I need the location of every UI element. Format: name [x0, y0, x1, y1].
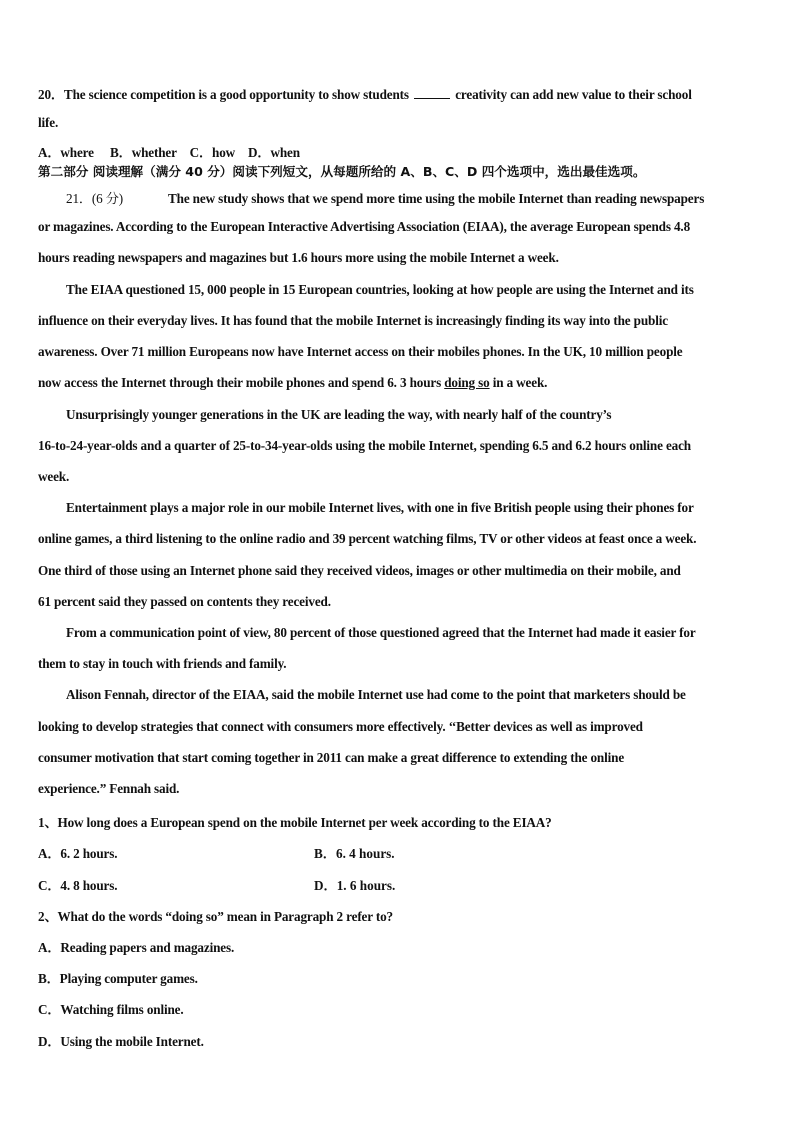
- question-2-stem: 2、What do the words “doing so” mean in Paragraph 2 refer to?: [38, 909, 394, 924]
- question-1-stem: 1、How long does a European spend on the mobile Internet per week according to the EIAA?: [38, 815, 552, 830]
- q21-label: 21．(6 分): [66, 191, 124, 206]
- passage-p6-line4: experience.” Fennah said.: [38, 781, 180, 796]
- passage-p2-text: now access the Internet through their mobile phones and spend 6. 3 hours: [38, 375, 442, 390]
- answer-blank: [414, 88, 450, 99]
- passage-p6-line1: Alison Fennah, director of the EIAA, said the mobile Internet use had come to the point that marketers should be: [66, 687, 686, 702]
- passage-p6-line2: looking to develop strategies that connect with consumers more effectively. ‘‘Better devices as well as improved: [38, 719, 643, 734]
- q20-options: A．where B．whether C．how D．when: [38, 145, 300, 160]
- passage-p3-line1: Unsurprisingly younger generations in the UK are leading the way, with nearly half of the country’s: [66, 407, 612, 422]
- passage-p2-line3: awareness. Over 71 million Europeans now have Internet access on their mobiles phones. In the UK, 10 million people: [38, 344, 683, 359]
- passage-p4-line2: online games, a third listening to the online radio and 39 percent watching films, TV or other videos at feast once a week.: [38, 531, 697, 546]
- question-2-option-d[interactable]: D．Using the mobile Internet.: [38, 1034, 204, 1049]
- passage-p3-line3: week.: [38, 469, 70, 484]
- passage-p5-line2: them to stay in touch with friends and family.: [38, 656, 287, 671]
- question-2-option-c[interactable]: C．Watching films online.: [38, 1002, 184, 1017]
- passage-p5-line1: From a communication point of view, 80 percent of those questioned agreed that the Internet had made it easier for: [66, 625, 696, 640]
- question-1-option-d[interactable]: D．1. 6 hours.: [314, 878, 396, 893]
- q20-stem-line2: life.: [38, 115, 59, 130]
- q20-stem-line1: [38, 84, 692, 103]
- underlined-phrase: doing so: [444, 375, 490, 390]
- q20-stem-part2: creativity can add new value to their school: [455, 87, 692, 102]
- question-1-option-b[interactable]: B．6. 4 hours.: [314, 846, 395, 861]
- question-2-option-b[interactable]: B．Playing computer games.: [38, 971, 198, 986]
- q20-stem-part1: 20．The science competition is a good opportunity to show students: [38, 87, 409, 102]
- passage-p4-line3: One third of those using an Internet phone said they received videos, images or other multimedia on their mobile, and: [38, 563, 681, 578]
- passage-p1-line3: hours reading newspapers and magazines but 1.6 hours more using the mobile Internet a week.: [38, 250, 559, 265]
- passage-p2-line1: The EIAA questioned 15, 000 people in 15 European countries, looking at how people are using the Internet and its: [66, 282, 694, 297]
- question-2-option-a[interactable]: A．Reading papers and magazines.: [38, 940, 235, 955]
- passage-p2-tail: in a week.: [492, 375, 548, 390]
- passage-p4-line1: Entertainment plays a major role in our mobile Internet lives, with one in five British people using their phones for: [66, 500, 694, 515]
- passage-p6-line3: consumer motivation that start coming together in 2011 can make a great difference to extending the online: [38, 750, 625, 765]
- passage-p2-line2: influence on their everyday lives. It has found that the mobile Internet is increasingly finding its way into the public: [38, 313, 668, 328]
- passage-p3-line2: 16-to-24-year-olds and a quarter of 25-to-34-year-olds using the mobile Internet, spending 6.5 and 6.2 hours online each: [38, 438, 691, 453]
- question-1-option-c[interactable]: C．4. 8 hours.: [38, 878, 118, 893]
- passage-p1-line1: [66, 188, 704, 207]
- passage-p4-line4: 61 percent said they passed on contents they received.: [38, 594, 331, 609]
- passage-p1-text: The new study shows that we spend more time using the mobile Internet than reading newspapers: [168, 191, 705, 206]
- section-heading: 第二部分 阅读理解（满分 40 分）阅读下列短文，从每题所给的 A、B、C、D 四个选项中，选出最佳选项。: [38, 164, 646, 179]
- passage-p2-line4: [38, 375, 547, 391]
- passage-p1-line2: or magazines. According to the European Interactive Advertising Association (EIAA), the average European spends 4.8: [38, 219, 691, 234]
- question-1-option-a[interactable]: A．6. 2 hours.: [38, 846, 118, 861]
